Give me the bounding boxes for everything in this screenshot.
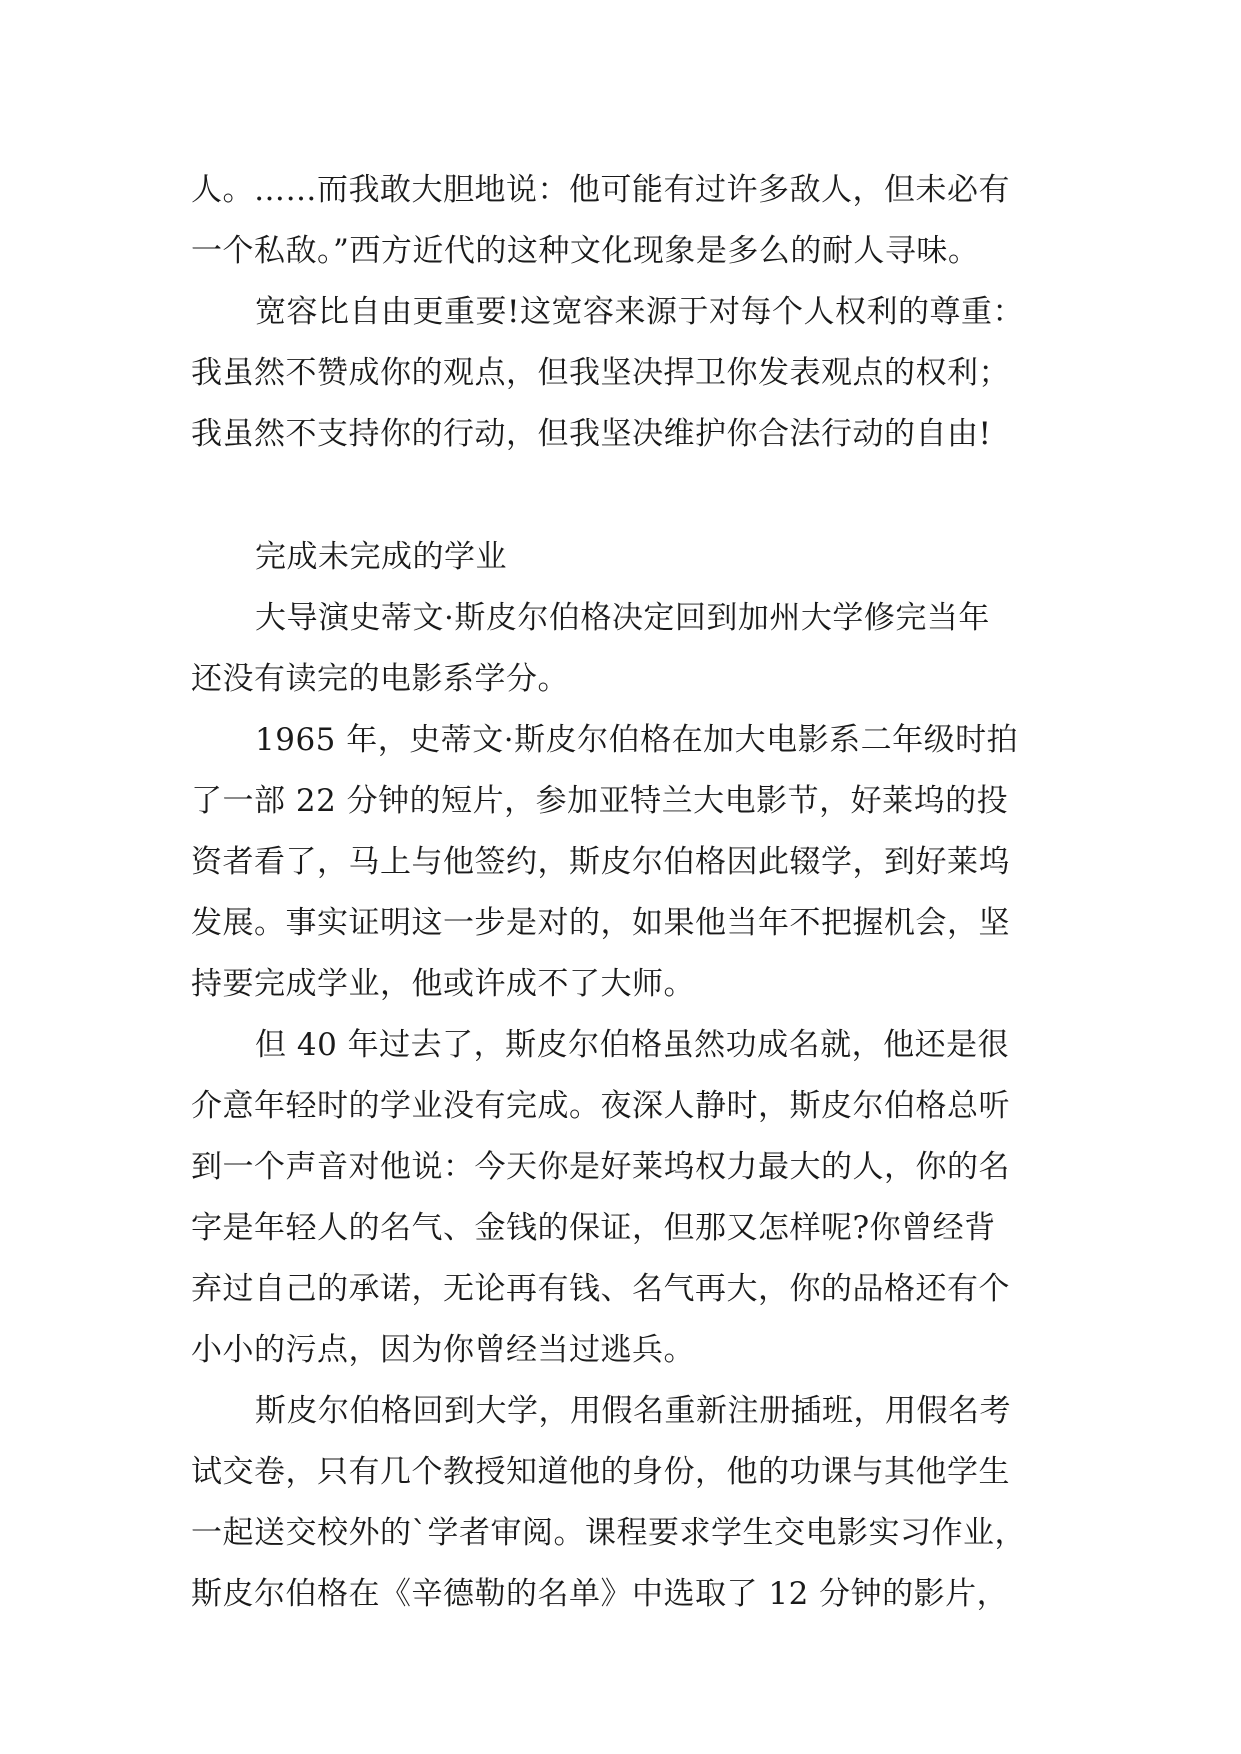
text-line: 人。……而我敢大胆地说：他可能有过许多敌人，但未必有 <box>191 172 1010 208</box>
text-line: 还没有读完的电影系学分。 <box>191 661 569 697</box>
paragraph-tolerance <box>191 282 1051 465</box>
text-line: 了一部 22 分钟的短片，参加亚特兰大电影节，好莱坞的投 <box>191 783 1009 819</box>
article-paragraph <box>191 1015 1051 1381</box>
text-line: 持要完成学业，他或许成不了大师。 <box>191 966 695 1002</box>
text-line: 介意年轻时的学业没有完成。夜深人静时，斯皮尔伯格总听 <box>191 1088 1010 1124</box>
document-body <box>191 160 1051 1625</box>
section-spacer <box>191 465 1051 527</box>
text-line: 大导演史蒂文·斯皮尔伯格决定回到加州大学修完当年 <box>255 600 990 636</box>
text-line: 斯皮尔伯格回到大学，用假名重新注册插班，用假名考 <box>255 1393 1011 1429</box>
text-line: 发展。事实证明这一步是对的，如果他当年不把握机会，坚 <box>191 905 1010 941</box>
text-line: 宽容比自由更重要!这宽容来源于对每个人权利的尊重： <box>255 294 1024 330</box>
text-line: 小小的污点，因为你曾经当过逃兵。 <box>191 1332 695 1368</box>
text-line: 我虽然不支持你的行动，但我坚决维护你合法行动的自由! <box>191 416 992 452</box>
text-line: 到一个声音对他说：今天你是好莱坞权力最大的人，你的名 <box>191 1149 1010 1185</box>
text-line: 1965 年，史蒂文·斯皮尔伯格在加大电影系二年级时拍 <box>255 722 1019 758</box>
paragraph-continuation <box>191 160 1051 282</box>
text-line: 一起送交校外的`学者审阅。课程要求学生交电影实习作业， <box>191 1515 1026 1551</box>
text-line: 斯皮尔伯格在《辛德勒的名单》中选取了 12 分钟的影片， <box>191 1576 1009 1612</box>
text-line: 一个私敌。”西方近代的这种文化现象是多么的耐人寻味。 <box>191 233 980 269</box>
text-line: 试交卷，只有几个教授知道他的身份，他的功课与其他学生 <box>191 1454 1010 1490</box>
text-line: 我虽然不赞成你的观点，但我坚决捍卫你发表观点的权利； <box>191 355 1010 391</box>
article-paragraph <box>191 710 1051 1015</box>
article-paragraph <box>191 1381 1051 1625</box>
article-paragraph <box>191 588 1051 710</box>
text-line: 字是年轻人的名气、金钱的保证，但那又怎样呢?你曾经背 <box>191 1210 996 1246</box>
text-line: 弃过自己的承诺，无论再有钱、名气再大，你的品格还有个 <box>191 1271 1010 1307</box>
text-line: 但 40 年过去了，斯皮尔伯格虽然功成名就，他还是很 <box>255 1027 1010 1063</box>
article-title: 完成未完成的学业 <box>255 539 507 575</box>
text-line: 资者看了，马上与他签约，斯皮尔伯格因此辍学，到好莱坞 <box>191 844 1010 880</box>
